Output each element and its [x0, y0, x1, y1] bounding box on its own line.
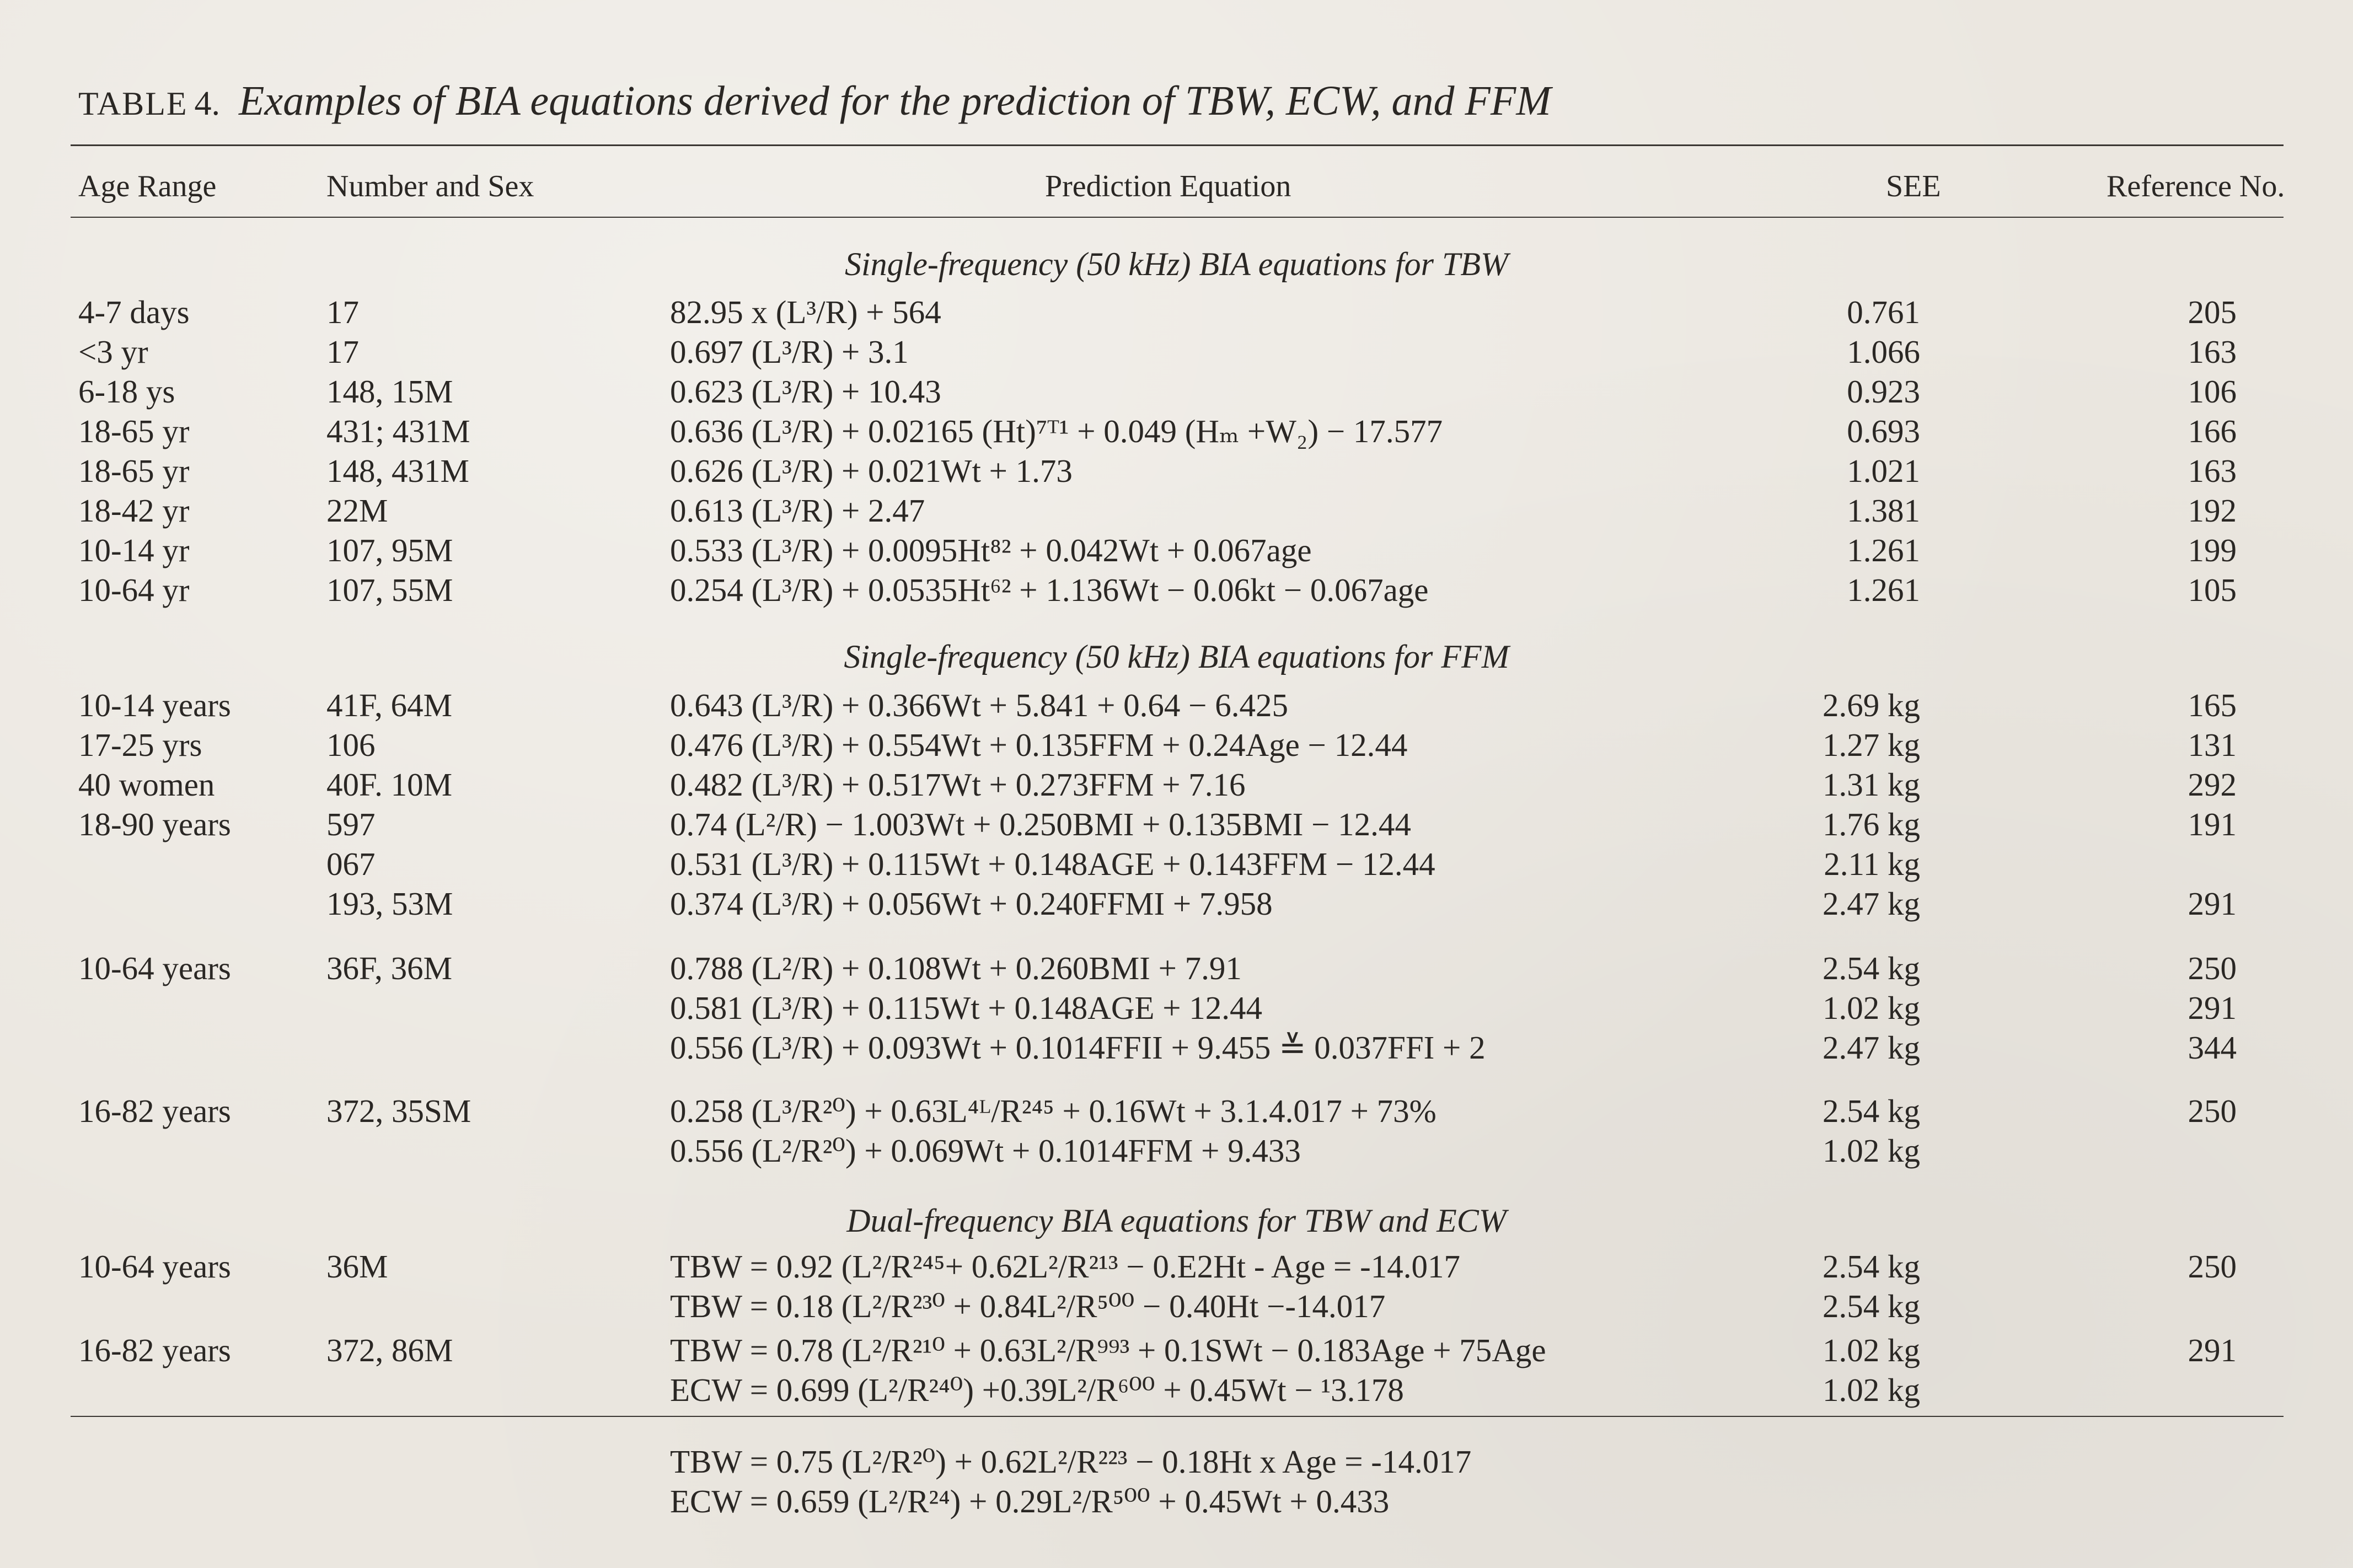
cell-number-sex: 106 — [326, 727, 376, 763]
cell-see: 1.02 kg — [1823, 1332, 1920, 1368]
cell-number-sex: 597 — [326, 806, 376, 842]
cell-equation: TBW = 0.18 (L²/R²³⁰ + 0.84L²/R⁵⁰⁰ − 0.40Ht −-14.017 — [670, 1288, 1386, 1324]
cell-number-sex: 067 — [326, 846, 376, 882]
cell-see: 1.31 kg — [1823, 766, 1920, 803]
cell-equation: 0.476 (L³/R) + 0.554Wt + 0.135FFM + 0.24Age − 12.44 — [670, 727, 1408, 763]
cell-age-range: 18-65 yr — [78, 413, 190, 449]
cell-reference: 250 — [2188, 1248, 2237, 1285]
cell-reference: 165 — [2188, 687, 2237, 723]
cell-number-sex: 372, 35SM — [326, 1093, 471, 1129]
cell-reference: 191 — [2188, 806, 2237, 842]
cell-number-sex: 431; 431M — [326, 413, 470, 449]
cell-equation: TBW = 0.92 (L²/R²⁴⁵+ 0.62L²/R²¹³ − 0.E2Ht - Age = -14.017 — [670, 1248, 1460, 1285]
cell-reference: 131 — [2188, 727, 2237, 763]
cell-age-range: 10-64 yr — [78, 572, 190, 608]
cell-number-sex: 148, 15M — [326, 373, 453, 410]
cell-number-sex: 41F, 64M — [326, 687, 453, 723]
cell-see: 1.02 kg — [1823, 1132, 1920, 1169]
cell-age-range: 6-18 ys — [78, 373, 175, 410]
cell-see: 2.54 kg — [1823, 1248, 1920, 1285]
table-label: TABLE — [78, 85, 188, 122]
cell-reference: 291 — [2188, 1332, 2237, 1368]
cell-see: 0.761 — [1847, 294, 1920, 330]
table-number: 4. — [194, 85, 220, 122]
cell-see: 1.066 — [1847, 334, 1920, 370]
section-title: Single-frequency (50 kHz) BIA equations for TBW — [844, 246, 1509, 282]
cell-equation: 0.482 (L³/R) + 0.517Wt + 0.273FFM + 7.16 — [670, 766, 1246, 803]
top-rule — [71, 144, 2284, 146]
header-rule — [71, 217, 2284, 218]
cell-reference: 205 — [2188, 294, 2237, 330]
section-title: Dual-frequency BIA equations for TBW and ECW — [846, 1202, 1507, 1239]
cell-see: 1.76 kg — [1823, 806, 1920, 842]
cell-see: 1.381 — [1847, 492, 1920, 529]
cell-equation: 0.636 (L³/R) + 0.02165 (Ht)⁷ᵀ¹ + 0.049 (Hₘ +W₂) − 17.577 — [670, 413, 1443, 449]
cell-reference: 344 — [2188, 1029, 2237, 1066]
cell-equation: 0.788 (L²/R) + 0.108Wt + 0.260BMI + 7.91 — [670, 950, 1242, 986]
cell-number-sex: 22M — [326, 492, 388, 529]
cell-age-range: 18-65 yr — [78, 453, 190, 489]
cell-see: 1.02 kg — [1823, 990, 1920, 1026]
cell-see: 0.923 — [1847, 373, 1920, 410]
cell-age-range: 18-90 years — [78, 806, 231, 842]
cell-equation: 0.697 (L³/R) + 3.1 — [670, 334, 909, 370]
cell-age-range: 4-7 days — [78, 294, 190, 330]
cell-reference: 105 — [2188, 572, 2237, 608]
cell-equation: 0.533 (L³/R) + 0.0095Ht⁸² + 0.042Wt + 0.067age — [670, 532, 1312, 568]
cell-reference: 163 — [2188, 334, 2237, 370]
cell-see: 2.47 kg — [1823, 885, 1920, 922]
cell-see: 1.261 — [1847, 532, 1920, 568]
cell-reference: 106 — [2188, 373, 2237, 410]
cell-number-sex: 17 — [326, 334, 359, 370]
cell-see: 2.11 kg — [1824, 846, 1920, 882]
cell-see: 2.54 kg — [1823, 1093, 1920, 1129]
cell-age-range: <3 yr — [78, 334, 148, 370]
cell-number-sex: 148, 431M — [326, 453, 469, 489]
cell-reference: 291 — [2188, 990, 2237, 1026]
cell-equation: 0.613 (L³/R) + 2.47 — [670, 492, 925, 529]
cell-see: 2.69 kg — [1823, 687, 1920, 723]
cell-number-sex: 36M — [326, 1248, 388, 1285]
header-reference: Reference No. — [2107, 169, 2285, 203]
cell-reference: 166 — [2188, 413, 2237, 449]
cell-see: 1.021 — [1847, 453, 1920, 489]
cell-age-range: 18-42 yr — [78, 492, 190, 529]
cell-equation: 0.74 (L²/R) − 1.003Wt + 0.250BMI + 0.135BMI − 12.44 — [670, 806, 1411, 842]
cell-equation: ECW = 0.699 (L²/R²⁴⁰) +0.39L²/R⁶⁰⁰ + 0.45Wt − ¹3.178 — [670, 1372, 1404, 1408]
cell-equation: 0.643 (L³/R) + 0.366Wt + 5.841 + 0.64 − 6.425 — [670, 687, 1288, 723]
cell-equation: 0.556 (L³/R) + 0.093Wt + 0.1014FFII + 9.455 ≚ 0.037FFI + 2 — [670, 1029, 1486, 1066]
cell-equation: 0.626 (L³/R) + 0.021Wt + 1.73 — [670, 453, 1073, 489]
cell-number-sex: 36F, 36M — [326, 950, 453, 986]
cell-number-sex: 372, 86M — [326, 1332, 453, 1368]
header-age-range: Age Range — [78, 169, 217, 203]
cell-equation: 0.556 (L²/R²⁰) + 0.069Wt + 0.1014FFM + 9.433 — [670, 1132, 1301, 1169]
header-number-sex: Number and Sex — [326, 169, 534, 203]
cell-equation: 0.374 (L³/R) + 0.056Wt + 0.240FFMI + 7.958 — [670, 885, 1273, 922]
section-title: Single-frequency (50 kHz) BIA equations for FFM — [844, 638, 1509, 675]
cell-see: 1.261 — [1847, 572, 1920, 608]
header-prediction-equation: Prediction Equation — [1045, 169, 1291, 203]
cell-equation: TBW = 0.78 (L²/R²¹⁰ + 0.63L²/R⁹⁹³ + 0.1SWt − 0.183Age + 75Age — [670, 1332, 1546, 1368]
cell-equation: 0.254 (L³/R) + 0.0535Ht⁶² + 1.136Wt − 0.06kt − 0.067age — [670, 572, 1429, 608]
cell-reference: 163 — [2188, 453, 2237, 489]
cell-see: 2.47 kg — [1823, 1029, 1920, 1066]
cell-age-range: 17-25 yrs — [78, 727, 202, 763]
cell-age-range: 10-14 years — [78, 687, 231, 723]
cell-number-sex: 40F. 10M — [326, 766, 453, 803]
cell-see: 1.02 kg — [1823, 1372, 1920, 1408]
cell-reference: 291 — [2188, 885, 2237, 922]
cell-age-range: 40 women — [78, 766, 215, 803]
cell-age-range: 16-82 years — [78, 1332, 231, 1368]
cell-see: 2.54 kg — [1823, 950, 1920, 986]
header-see: SEE — [1886, 169, 1941, 203]
cell-age-range: 10-64 years — [78, 1248, 231, 1285]
cell-equation: 0.258 (L³/R²⁰) + 0.63L⁴ᴸ/R²⁴⁵ + 0.16Wt + 3.1.4.017 + 73% — [670, 1093, 1437, 1129]
cell-see: 1.27 kg — [1823, 727, 1920, 763]
footer-equation-tbw: TBW = 0.75 (L²/R²⁰) + 0.62L²/R²²³ − 0.18Ht x Age = -14.017 — [670, 1443, 1472, 1480]
table-title — [78, 77, 1551, 125]
cell-reference: 250 — [2188, 1093, 2237, 1129]
cell-age-range: 10-14 yr — [78, 532, 190, 568]
cell-number-sex: 107, 55M — [326, 572, 453, 608]
cell-equation: 0.581 (L³/R) + 0.115Wt + 0.148AGE + 12.44 — [670, 990, 1262, 1026]
cell-equation: 0.623 (L³/R) + 10.43 — [670, 373, 941, 410]
cell-reference: 292 — [2188, 766, 2237, 803]
footer-equation-ecw: ECW = 0.659 (L²/R²⁴) + 0.29L²/R⁵⁰⁰ + 0.45Wt + 0.433 — [670, 1483, 1390, 1519]
cell-number-sex: 193, 53M — [326, 885, 453, 922]
cell-age-range: 10-64 years — [78, 950, 231, 986]
cell-see: 0.693 — [1847, 413, 1920, 449]
cell-reference: 192 — [2188, 492, 2237, 529]
cell-equation: 0.531 (L³/R) + 0.115Wt + 0.148AGE + 0.143FFM − 12.44 — [670, 846, 1435, 882]
cell-age-range: 16-82 years — [78, 1093, 231, 1129]
cell-number-sex: 17 — [326, 294, 359, 330]
cell-reference: 250 — [2188, 950, 2237, 986]
table-caption: Examples of BIA equations derived for the prediction of TBW, ECW, and FFM — [239, 78, 1551, 124]
cell-number-sex: 107, 95M — [326, 532, 453, 568]
cell-see: 2.54 kg — [1823, 1288, 1920, 1324]
cell-equation: 82.95 x (L³/R) + 564 — [670, 294, 941, 330]
bottom-rule — [71, 1416, 2284, 1417]
cell-reference: 199 — [2188, 532, 2237, 568]
